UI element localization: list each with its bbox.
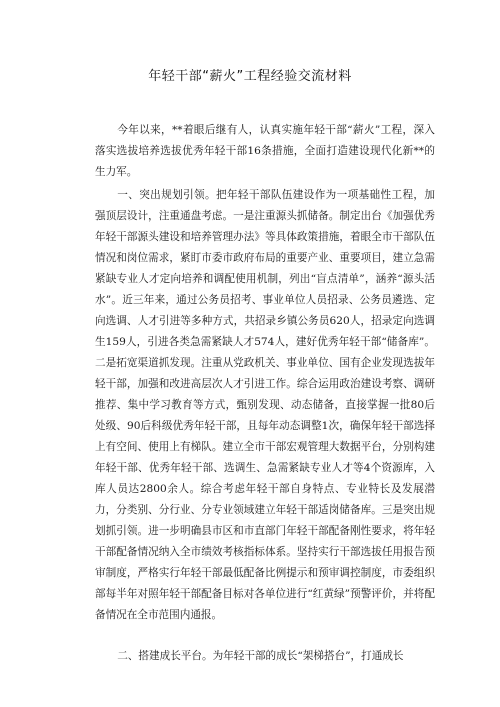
paragraph-intro: 今年以来，**着眼后继有人，认真实施年轻干部“薪火”工程，深入落实选拔培养选拔优秀年轻干部16条措施，全面打造建设现代化新**的生力军。	[95, 124, 435, 178]
paragraph-planning: 一、突出规划引领。把年轻干部队伍建设作为一项基础性工程，加强顶层设计，注重通盘考虑。一是注重源头抓储备。制定出台《加强优秀年轻干部源头建设和培养管理办法》等具体政策措施，着眼全市干部队伍情况和岗位需求，紧盯市委市政府布局的重要产业、重要项目，建立急需紧缺专业人才定向培养和调配使用机制，列出“盲点清单”，涵养“源头活水”。近三年来，通过公务员招考、事业单位人员招录、公务员遴选、定向选调、人才引进等多种方式，共招录乡镇公务员620人，招录定向选调生159人，引进各类急需紧缺人才574人，建好优秀年轻干部“储备库”。二是拓宽渠道抓发现。注重从党政机关、事业单位、国有企业发现选拔年轻干部，加强和改进高层次人才引进工作。综合运用政治建设考察、调研推荐、集中学习教育等方式，甄别发现、动态储备，直接掌握一批80后处级、90后科级优秀年轻干部，且每年动态调整1次，确保年轻干部选择上有空间、使用上有梯队。建立全市干部宏观管理大数据平台，分别构建年轻干部、优秀年轻干部、选调生、急需紧缺专业人才等4个资源库，入库人员达2800余人。综合考虑年轻干部自身特点、专业特长及发展潜力，分类别、分行业、分专业领域建立年轻干部适岗储备库。三是突出规划抓引领。进一步明确县市区和市直部门年轻干部配备刚性要求，将年轻干部配备情况纳入全市绩效考核指标体系。坚持实行干部选拔任用报告预审制度，严格实行年轻干部最低配备比例提示和预审调控制度，市委组织部每半年对照年轻干部配备目标对各单位进行“红黄绿”预警评价，并将配备情况在全市范围内通报。	[95, 189, 435, 621]
paragraph-platform: 二、搭建成长平台。为年轻干部的成长“架梯搭台”，打通成长	[117, 650, 404, 662]
document-title: 年轻干部“薪火”工程经验交流材料	[148, 69, 352, 84]
